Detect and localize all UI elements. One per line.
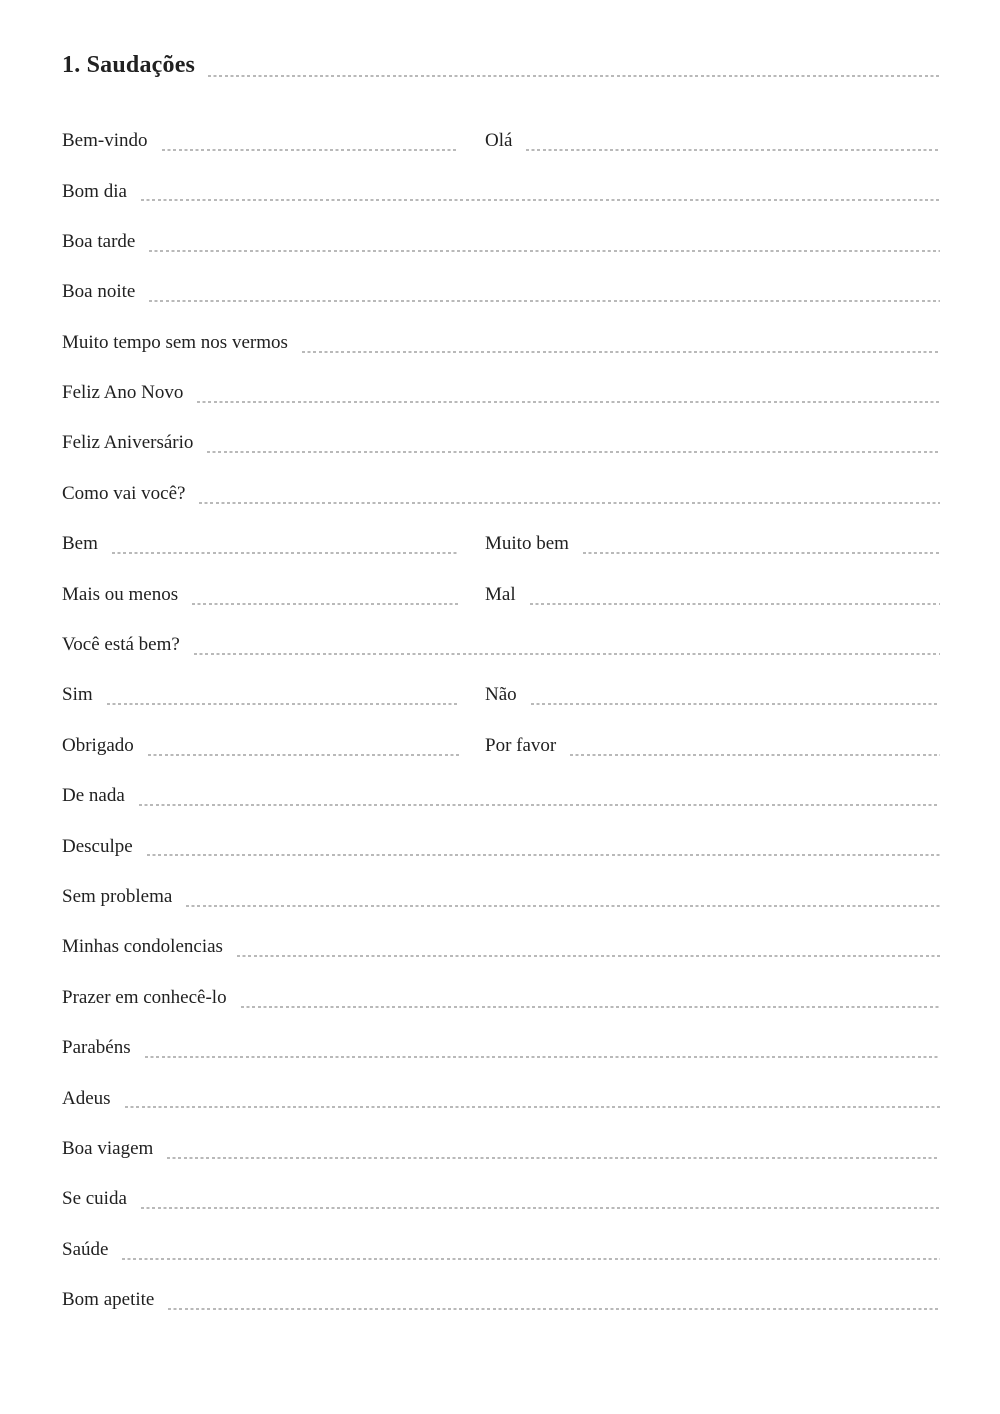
answer-line bbox=[194, 653, 940, 655]
phrase-label: Bom apetite bbox=[62, 1289, 155, 1311]
phrase-row bbox=[62, 857, 940, 907]
phrase-label: Você está bem? bbox=[62, 634, 180, 656]
phrase-label: Boa tarde bbox=[62, 230, 136, 252]
phrase-cell bbox=[485, 584, 940, 606]
phrase-label: Mais ou menos bbox=[62, 583, 179, 605]
title-answer-line bbox=[208, 75, 940, 77]
phrase-cell bbox=[62, 987, 940, 1009]
phrase-label: Olá bbox=[485, 130, 513, 152]
answer-line bbox=[199, 502, 940, 504]
phrase-row bbox=[62, 1160, 940, 1210]
phrase-cell bbox=[62, 332, 940, 354]
phrase-row bbox=[62, 606, 940, 656]
phrase-cell bbox=[62, 281, 940, 303]
phrase-row bbox=[62, 807, 940, 857]
phrase-row bbox=[62, 1109, 940, 1159]
answer-line bbox=[530, 603, 940, 605]
phrase-cell bbox=[62, 130, 459, 152]
phrase-cell bbox=[62, 231, 940, 253]
phrase-row bbox=[62, 757, 940, 807]
phrase-label: Por favor bbox=[485, 734, 557, 756]
phrase-cell bbox=[62, 584, 459, 606]
phrase-row bbox=[62, 505, 940, 555]
answer-line bbox=[241, 1006, 940, 1008]
phrase-row bbox=[62, 908, 940, 958]
phrase-label: Parabéns bbox=[62, 1037, 131, 1059]
phrase-row bbox=[62, 454, 940, 504]
phrase-cell bbox=[62, 382, 940, 404]
phrase-label: Adeus bbox=[62, 1087, 111, 1109]
answer-line bbox=[197, 401, 940, 403]
phrase-label: De nada bbox=[62, 785, 125, 807]
phrase-cell bbox=[485, 684, 940, 706]
answer-line bbox=[162, 149, 460, 151]
phrase-cell bbox=[485, 533, 940, 555]
phrase-label: Obrigado bbox=[62, 734, 134, 756]
answer-line bbox=[167, 1157, 940, 1159]
phrase-row bbox=[62, 202, 940, 252]
phrase-label: Sim bbox=[62, 684, 93, 706]
answer-line bbox=[125, 1106, 940, 1108]
answer-line bbox=[302, 351, 940, 353]
phrase-cell bbox=[62, 936, 940, 958]
phrase-cell bbox=[62, 432, 940, 454]
phrase-cell bbox=[62, 533, 459, 555]
phrase-label: Bem-vindo bbox=[62, 130, 148, 152]
phrase-label: Feliz Ano Novo bbox=[62, 382, 184, 404]
phrase-row bbox=[62, 253, 940, 303]
phrase-row bbox=[62, 958, 940, 1008]
phrase-list bbox=[62, 102, 940, 1311]
answer-line bbox=[186, 905, 940, 907]
section-title: 1. Saudações bbox=[62, 52, 196, 78]
answer-line bbox=[141, 199, 940, 201]
phrase-label: Sem problema bbox=[62, 886, 173, 907]
answer-line bbox=[168, 1308, 940, 1310]
answer-line bbox=[570, 754, 940, 756]
phrase-label: Minhas condolencias bbox=[62, 936, 223, 958]
phrase-cell bbox=[62, 735, 459, 757]
phrase-cell bbox=[62, 634, 940, 656]
phrase-cell bbox=[485, 735, 940, 757]
answer-line bbox=[122, 1258, 940, 1260]
phrase-label: Desculpe bbox=[62, 835, 133, 857]
phrase-cell bbox=[62, 1289, 940, 1311]
phrase-row bbox=[62, 555, 940, 605]
phrase-cell bbox=[62, 1188, 940, 1210]
answer-line bbox=[192, 603, 459, 605]
phrase-label: Muito bem bbox=[485, 533, 569, 555]
phrase-label: Bom dia bbox=[62, 180, 127, 202]
phrase-label: Como vai você? bbox=[62, 482, 186, 504]
phrase-cell bbox=[62, 1138, 940, 1160]
section-header bbox=[62, 52, 940, 80]
phrase-cell bbox=[62, 836, 940, 858]
phrase-row bbox=[62, 303, 940, 353]
phrase-row bbox=[62, 1210, 940, 1260]
answer-line bbox=[141, 1207, 940, 1209]
phrase-label: Não bbox=[485, 684, 517, 706]
answer-line bbox=[583, 552, 940, 554]
phrase-label: Boa noite bbox=[62, 281, 136, 303]
phrase-row bbox=[62, 152, 940, 202]
phrase-row bbox=[62, 102, 940, 152]
phrase-cell bbox=[62, 483, 940, 505]
answer-line bbox=[148, 754, 459, 756]
phrase-label: Saúde bbox=[62, 1238, 109, 1260]
answer-line bbox=[147, 854, 940, 856]
phrase-row bbox=[62, 1009, 940, 1059]
phrase-row bbox=[62, 706, 940, 756]
phrase-cell bbox=[62, 886, 940, 908]
phrase-label: Mal bbox=[485, 583, 516, 605]
answer-line bbox=[531, 703, 940, 705]
phrase-cell bbox=[485, 130, 940, 152]
answer-line bbox=[149, 250, 940, 252]
phrase-row bbox=[62, 354, 940, 404]
phrase-label: Muito tempo sem nos vermos bbox=[62, 331, 288, 353]
answer-line bbox=[237, 955, 940, 957]
phrase-cell bbox=[62, 1239, 940, 1261]
phrase-label: Feliz Aniversário bbox=[62, 432, 194, 454]
answer-line bbox=[107, 703, 459, 705]
phrase-cell bbox=[62, 1088, 940, 1110]
phrase-row bbox=[62, 656, 940, 706]
phrase-row bbox=[62, 1059, 940, 1109]
answer-line bbox=[139, 804, 940, 806]
phrase-cell bbox=[62, 1037, 940, 1059]
answer-line bbox=[207, 451, 940, 453]
answer-line bbox=[526, 149, 940, 151]
phrase-cell bbox=[62, 181, 940, 203]
phrase-cell bbox=[62, 684, 459, 706]
answer-line bbox=[149, 300, 940, 302]
phrase-row bbox=[62, 404, 940, 454]
phrase-label: Bem bbox=[62, 533, 98, 555]
phrase-label: Prazer em conhecê-lo bbox=[62, 986, 227, 1008]
phrase-row bbox=[62, 1261, 940, 1311]
answer-line bbox=[145, 1056, 940, 1058]
phrase-cell bbox=[62, 785, 940, 807]
phrase-label: Se cuida bbox=[62, 1188, 127, 1210]
answer-line bbox=[112, 552, 459, 554]
phrase-label: Boa viagem bbox=[62, 1137, 154, 1159]
